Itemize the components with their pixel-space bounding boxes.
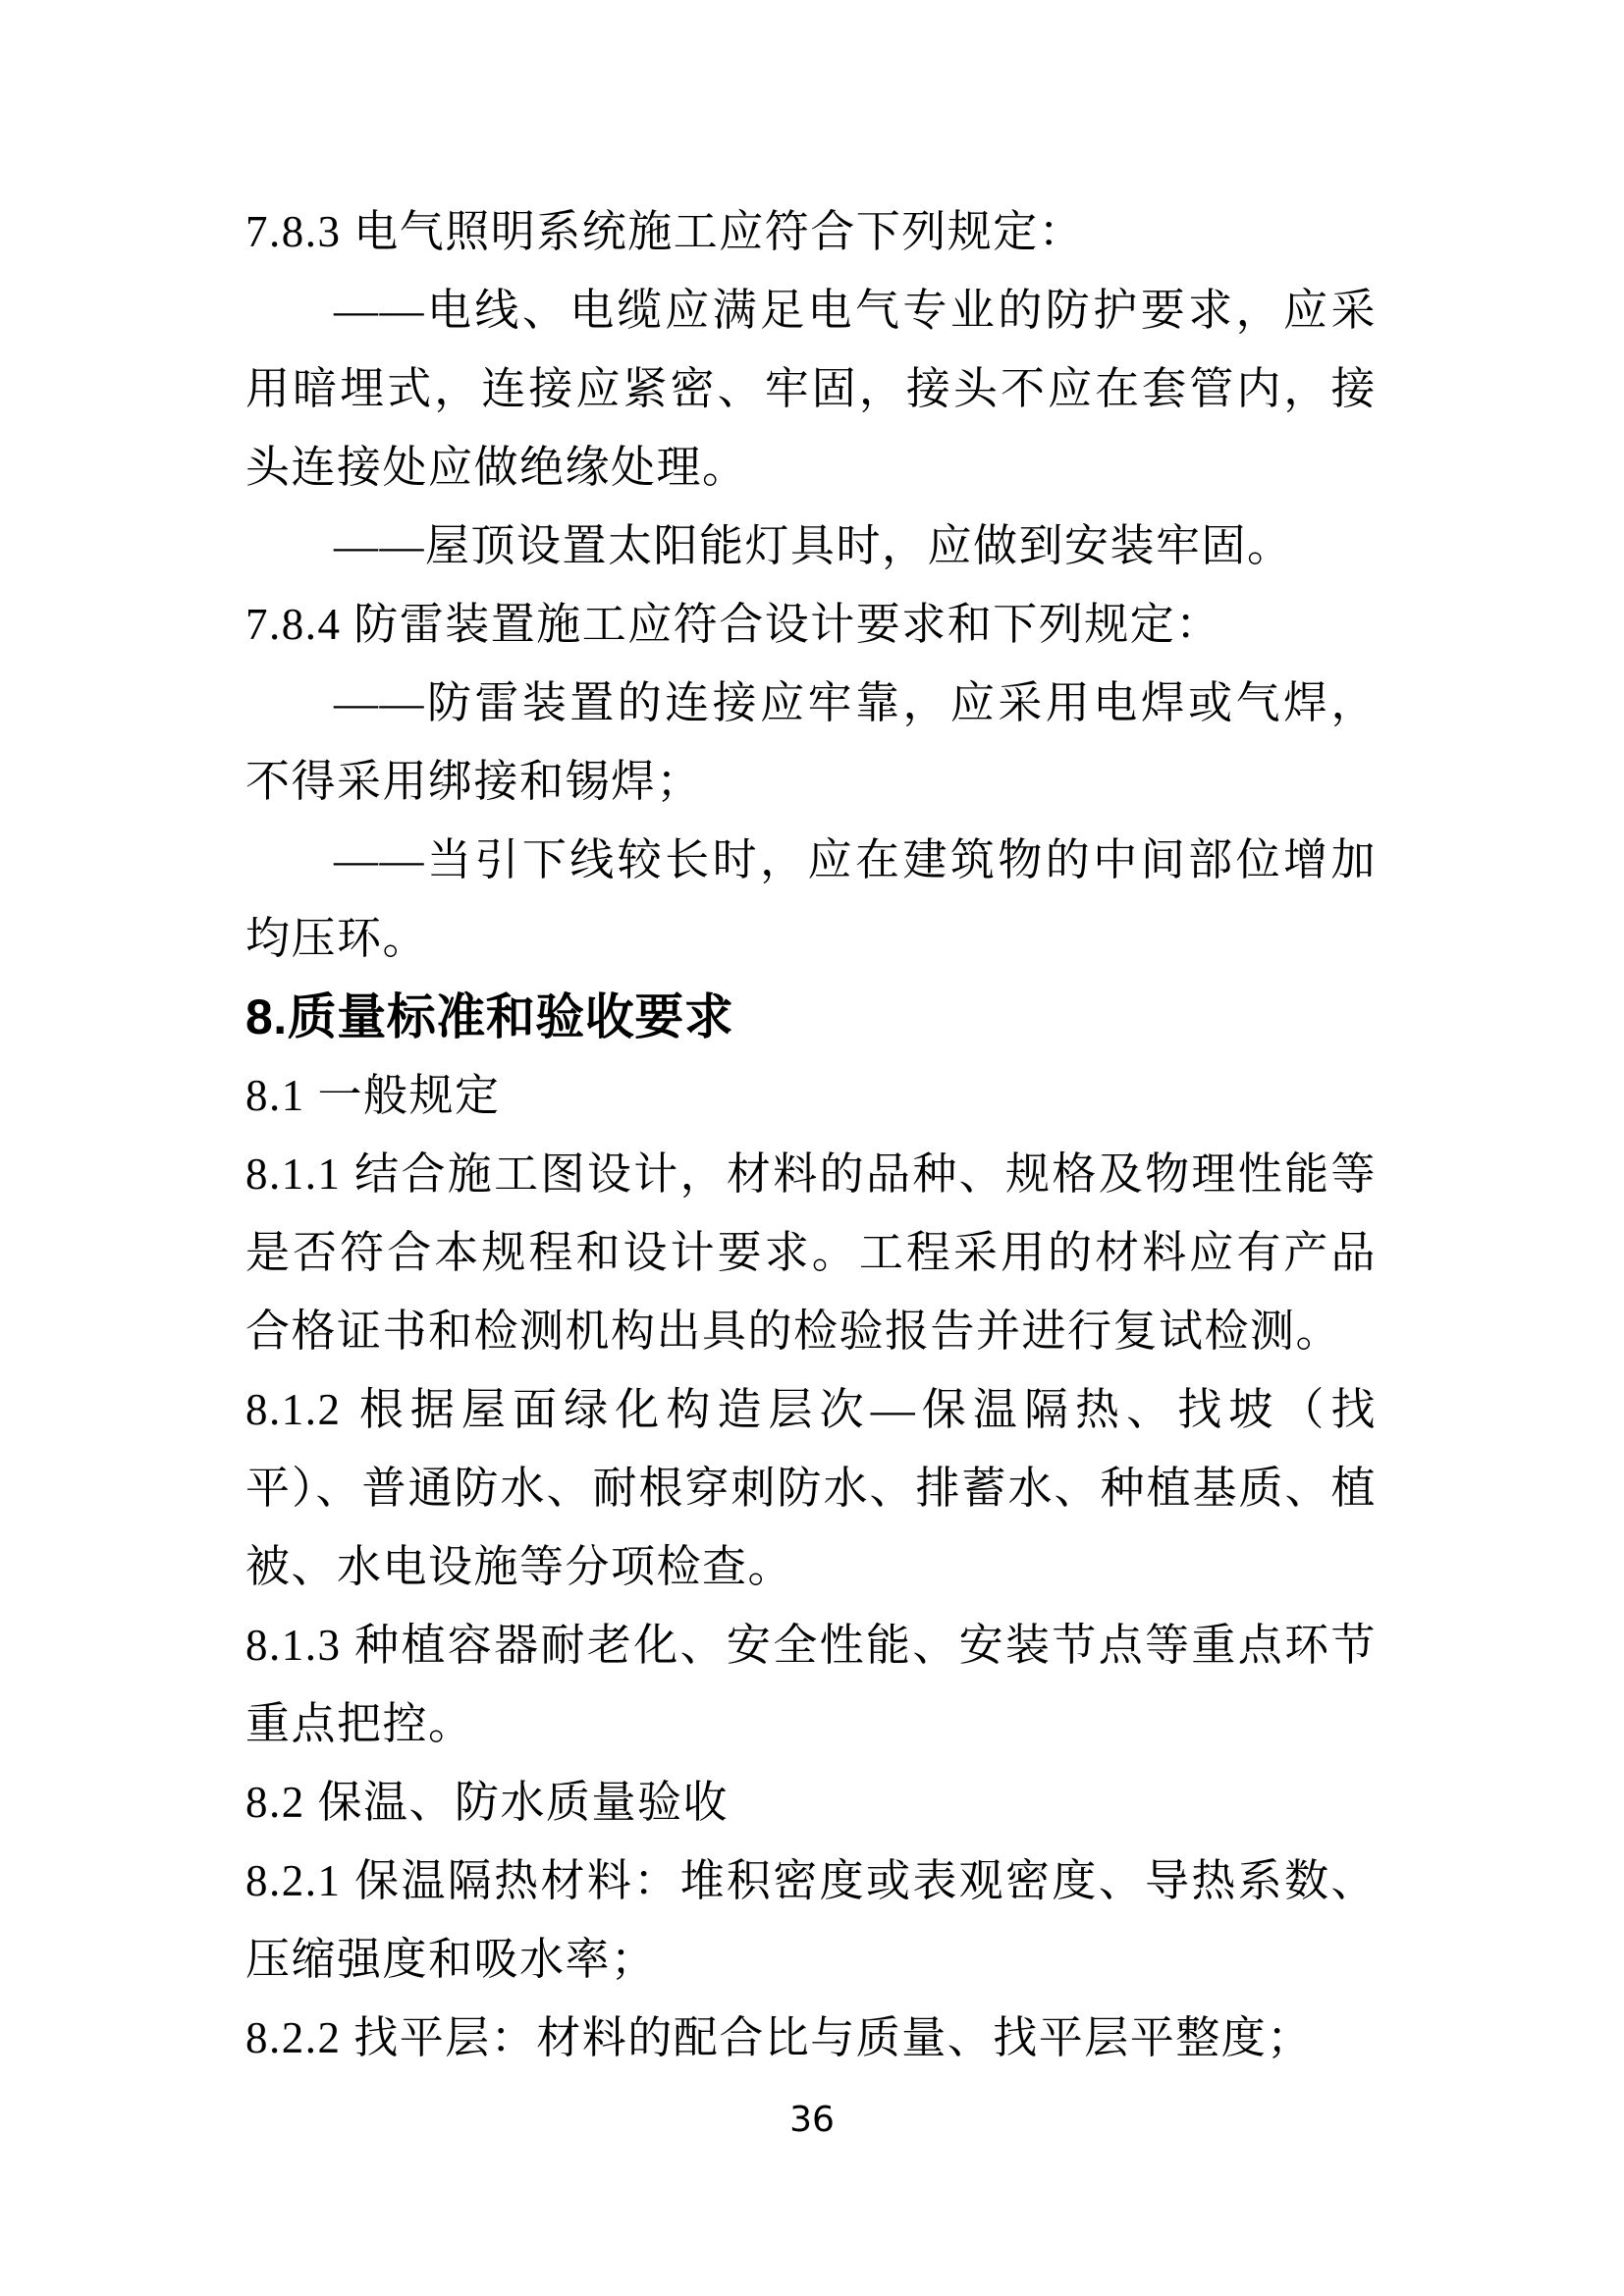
- clause-8-2-1: 8.2.1 保温隔热材料：堆积密度或表观密度、导热系数、压缩强度和吸水率；: [245, 1856, 1377, 1984]
- dash-item-lightning-weld: ——防雷装置的连接应牢靠，应采用电焊或气焊，不得采用绑接和锡焊；: [245, 678, 1377, 806]
- clause-7-8-4: 7.8.4 防雷装置施工应符合设计要求和下列规定：: [245, 600, 1221, 649]
- section-heading-8-2: 8.2 保温、防水质量验收: [245, 1778, 730, 1827]
- clause-8-2-2: 8.2.2 找平层：材料的配合比与质量、找平层平整度；: [245, 2013, 1313, 2062]
- dash-item-wires: ——电线、电缆应满足电气专业的防护要求，应采用暗埋式，连接应紧密、牢固，接头不应在套管内，接头连接处应做绝缘处理。: [245, 286, 1377, 492]
- clause-8-1-1: 8.1.1 结合施工图设计，材料的品种、规格及物理性能等是否符合本规程和设计要求。工程采用的材料应有产品合格证书和检测机构出具的检验报告并进行复试检测。: [245, 1149, 1377, 1356]
- section-heading-8-1: 8.1 一般规定: [245, 1071, 501, 1120]
- chapter-heading-8: 8.质量标准和验收要求: [245, 989, 734, 1044]
- clause-7-8-3: 7.8.3 电气照明系统施工应符合下列规定：: [245, 207, 1085, 256]
- page-number: 36: [789, 2100, 835, 2140]
- dash-item-solar: ——屋顶设置太阳能灯具时，应做到安装牢固。: [334, 521, 1293, 570]
- clause-8-1-2: 8.1.2 根据屋面绿化构造层次—保温隔热、找坡（找平）、普通防水、耐根穿刺防水、排蓄水、种植基质、植被、水电设施等分项检查。: [245, 1385, 1377, 1591]
- dash-item-downlead: ——当引下线较长时，应在建筑物的中间部位增加均压环。: [245, 835, 1377, 963]
- clause-8-1-3: 8.1.3 种植容器耐老化、安全性能、安装节点等重点环节重点把控。: [245, 1621, 1377, 1748]
- document-text-block: [245, 192, 1377, 2077]
